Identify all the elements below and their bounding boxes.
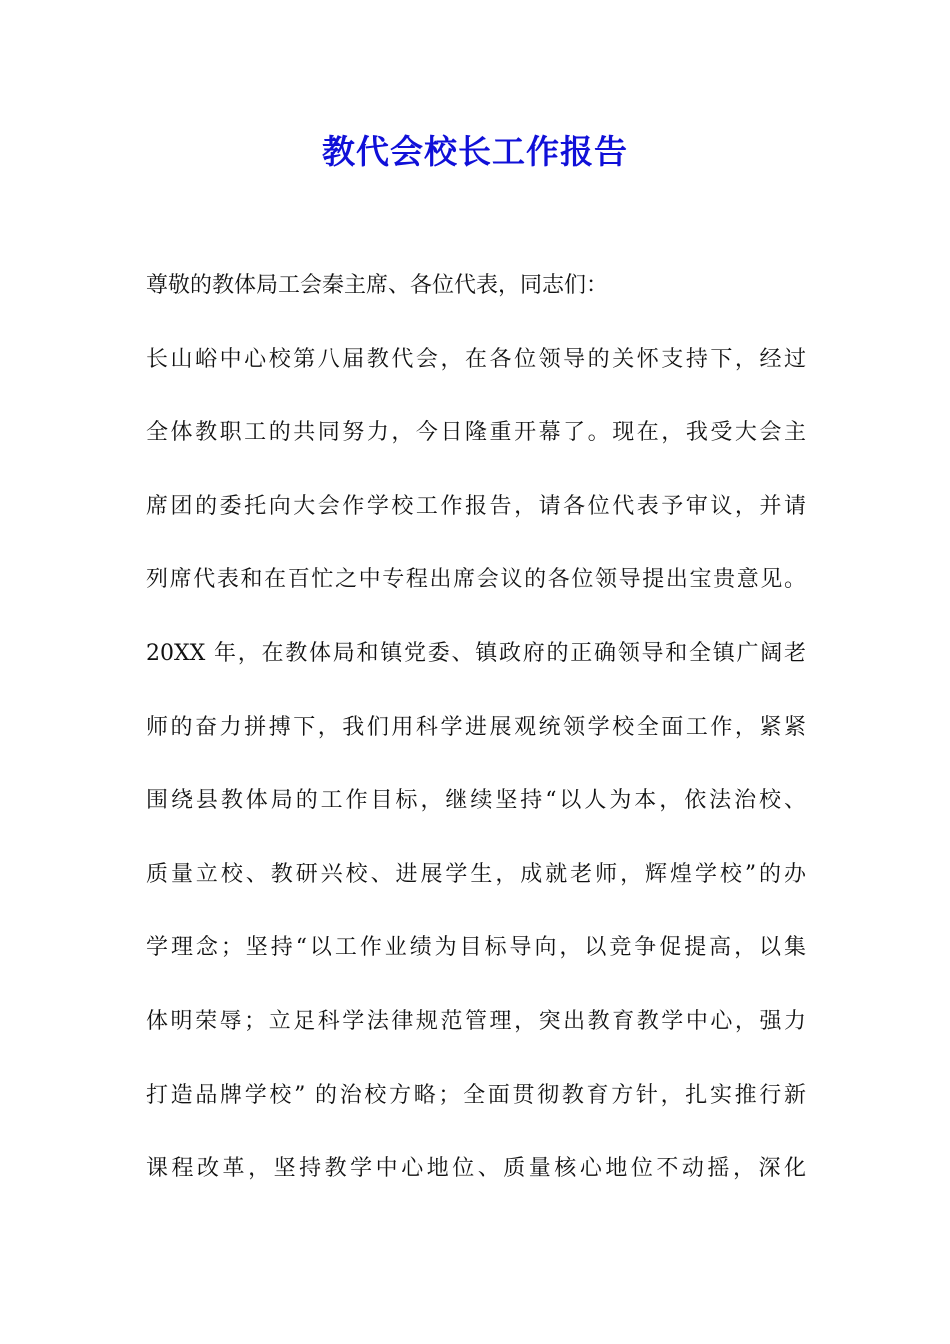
paragraph-line: 师的奋力拼搏下，我们用科学进展观统领学校全面工作，紧紧	[146, 714, 806, 740]
paragraph-line: 学理念；坚持“以工作业绩为目标导向，以竞争促提高，以集	[146, 935, 806, 961]
paragraph-line: 围绕县教体局的工作目标，继续坚持“以人为本，依法治校、	[146, 788, 806, 814]
paragraph-line: 席团的委托向大会作学校工作报告，请各位代表予审议，并请	[146, 493, 806, 519]
paragraph-line: 长山峪中心校第八届教代会，在各位领导的关怀支持下，经过	[146, 346, 806, 372]
paragraph-line: 全体教职工的共同努力，今日隆重开幕了。现在，我受大会主	[146, 420, 806, 446]
document-title: 教代会校长工作报告	[322, 132, 628, 171]
salutation-line: 尊敬的教体局工会秦主席、各位代表，同志们：	[146, 273, 609, 298]
paragraph-line: 20XX 年，在教体局和镇党委、镇政府的正确领导和全镇广阔老	[146, 640, 806, 666]
paragraph-line: 质量立校、教研兴校、进展学生，成就老师，辉煌学校”的办	[146, 861, 806, 887]
document-body	[146, 262, 806, 1219]
paragraph-line: 课程改革，坚持教学中心地位、质量核心地位不动摇，深化	[146, 1156, 806, 1182]
paragraph-line: 列席代表和在百忙之中专程出席会议的各位领导提出宝贵意见。	[146, 567, 806, 593]
paragraph-line: 打造品牌学校” 的治校方略；全面贯彻教育方针，扎实推行新	[146, 1082, 806, 1108]
paragraph-line: 体明荣辱；立足科学法律规范管理，突出教育教学中心，强力	[146, 1008, 806, 1034]
